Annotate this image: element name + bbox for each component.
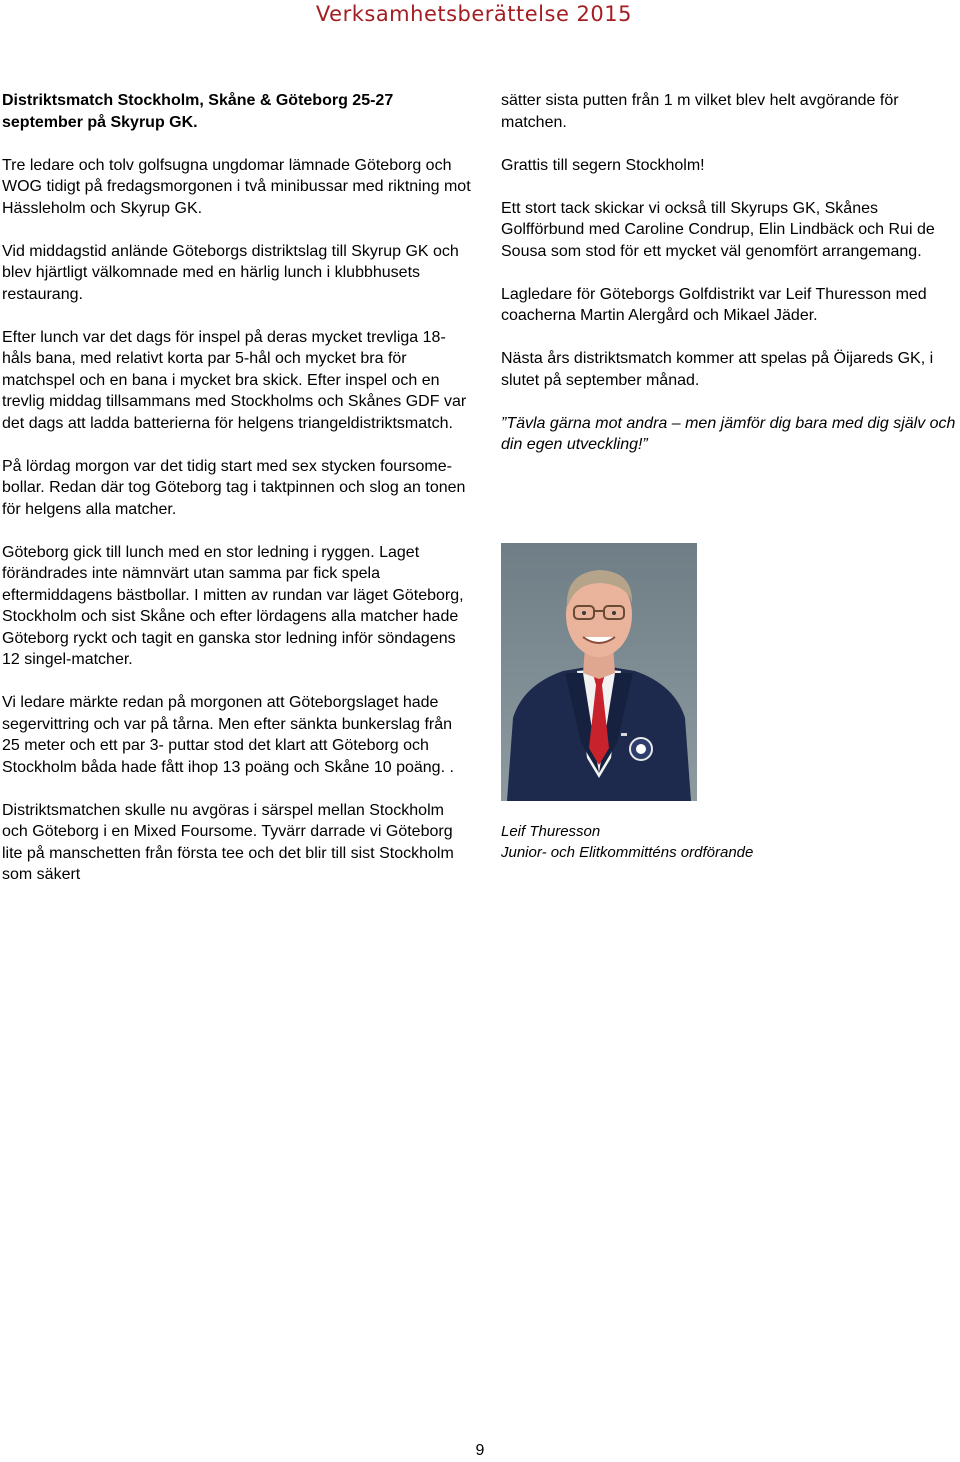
paragraph: Vid middagstid anlände Göteborgs distriktslag till Skyrup GK och blev hjärtligt välkomnade med en härlig lunch i klubbhusets restaurang.	[2, 242, 459, 303]
paragraph: Tre ledare och tolv golfsugna ungdomar lämnade Göteborg och WOG tidigt på fredagsmorgonen i två minibussar med riktning mot Hässleholm och Skyrup GK.	[2, 156, 471, 217]
paragraph: Nästa års distriktsmatch kommer att spelas på Öijareds GK, i slutet på september månad.	[501, 350, 934, 389]
portrait-photo	[501, 543, 697, 801]
paragraph: sätter sista putten från 1 m vilket blev helt avgörande för matchen.	[501, 92, 899, 131]
caption-name: Leif Thuresson	[501, 823, 601, 840]
paragraph: Vi ledare märkte redan på morgonen att Göteborgslaget hade segervittring och var på tårna. Men efter sänkta bunkerslag från 25 meter och ett par 3- puttar stod det klart att Göteborg och Stockholm båda hade fått ihop 13 poäng och Skåne 10 poäng. .	[2, 694, 454, 776]
paragraph: Lagledare för Göteborgs Golfdistrikt var Leif Thuresson med coacherna Martin Alergård och Mikael Jäder.	[501, 285, 927, 324]
paragraph: Grattis till segern Stockholm!	[501, 156, 705, 174]
quote: ”Tävla gärna mot andra – men jämför dig bara med dig själv och din egen utveckling!”	[501, 414, 956, 453]
paragraph: På lördag morgon var det tidig start med sex stycken foursome-bollar. Redan där tog Göteborg tag i taktpinnen och slog an tonen för helgens alla matcher.	[2, 457, 466, 518]
page-number: 9	[475, 1442, 485, 1459]
paragraph: Ett stort tack skickar vi också till Skyrups GK, Skånes Golfförbund med Caroline Condrup, Elin Lindbäck och Rui de Sousa som stod för ett mycket väl genomfört arrangemang.	[501, 199, 935, 260]
right-column	[501, 90, 960, 477]
photo-caption	[501, 821, 901, 863]
left-column	[2, 90, 472, 907]
header-title: Verksamhetsberättelse 2015	[315, 2, 632, 26]
article-heading: Distriktsmatch Stockholm, Skåne & Göteborg 25-27 september på Skyrup GK.	[2, 92, 394, 131]
paragraph: Distriktsmatchen skulle nu avgöras i särspel mellan Stockholm och Göteborg i en Mixed Foursome. Tyvärr darrade vi Göteborg lite på manschetten från första tee och det blir till sist Stockholm som säkert	[2, 801, 454, 883]
paragraph: Efter lunch var det dags för inspel på deras mycket trevliga 18-håls bana, med relativt korta par 5-hål och mycket bra för matchspel och en bana i mycket bra skick. Efter inspel och en trevlig middag tillsammans med Stockholms och Skånes GDF var det dags att ladda batterierna för helgens triangeldistriktsmatch.	[2, 328, 467, 432]
paragraph: Göteborg gick till lunch med en stor ledning i ryggen. Laget förändrades inte nämnvärt utan samma par fick spela eftermiddagens bästbollar. I mitten av rundan var läget Göteborg, Stockholm och sist Skåne och efter lördagens alla matcher hade Göteborg ryckt och tagit en ganska stor ledning inför söndagens 12 singel-matcher.	[2, 543, 464, 668]
caption-title: Junior- och Elitkommitténs ordförande	[501, 844, 754, 861]
